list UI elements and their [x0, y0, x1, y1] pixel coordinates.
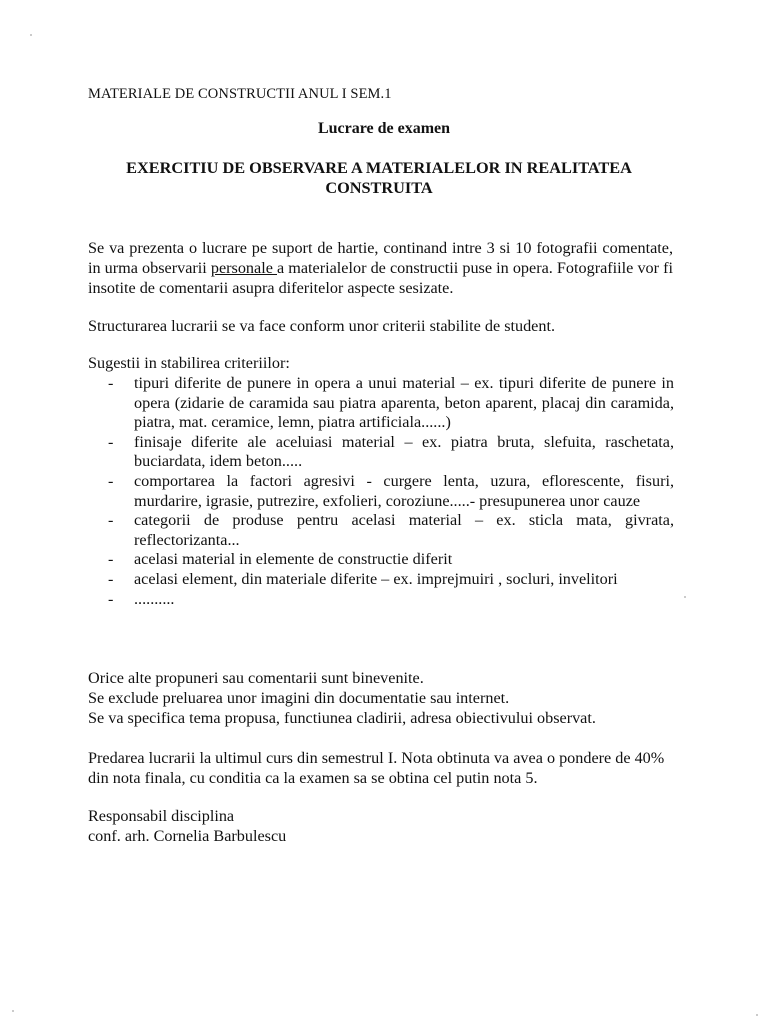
- list-dash: -: [108, 374, 114, 392]
- list-item: [108, 590, 674, 610]
- list-dash: -: [108, 511, 114, 530]
- intro-underlined-word: personale: [210, 259, 277, 277]
- closing-line-2: Se exclude preluarea unor imagini din documentatie sau internet.: [88, 689, 510, 707]
- list-item: [108, 570, 674, 590]
- list-dash: -: [108, 589, 114, 608]
- list-item-text: ..........: [134, 589, 175, 608]
- delivery-paragraph: Predarea lucrarii la ultimul curs din semestrul I. Nota obtinuta va avea o pondere de 40% din nota finala, cu conditia ca la examen sa se obtina cel putin nota 5.: [88, 749, 665, 787]
- intro-text-start: Se va prezenta o lucrare pe suport de hartie, continand intre 3 si 10 fotografii comentate, in urma observarii: [88, 239, 673, 277]
- list-dash: -: [108, 569, 114, 588]
- list-item: [108, 472, 674, 511]
- intro-text-end: a materialelor de constructii puse in opera. Fotografiile vor fi insotite de comentarii asupra diferitelor aspecte sesizate.: [88, 259, 674, 297]
- closing-notes: [88, 668, 673, 728]
- list-dash: -: [108, 471, 114, 490]
- scan-speck: [30, 34, 32, 36]
- main-title-line-1: EXERCITIU DE OBSERVARE A MATERIALELOR IN REALITATEA: [126, 158, 632, 177]
- list-item-text: tipuri diferite de punere in opera a unui material – ex. tipuri diferite de punere in opera (zidarie de caramida sau piatra aparenta, beton aparent, placaj din caramida, piatra, mat. ceramice, lemn, piatra artificiala......): [134, 374, 674, 432]
- suggestions-title: Sugestii in stabilirea criteriilor:: [88, 354, 290, 372]
- list-item-text: acelasi material in elemente de constructie diferit: [134, 550, 453, 569]
- list-item: [108, 374, 674, 433]
- course-heading: MATERIALE DE CONSTRUCTII ANUL I SEM.1: [88, 86, 392, 102]
- list-item-text: comportarea la factori agresivi - curgere lenta, uzura, eflorescente, fisuri, murdarire, igrasie, putrezire, exfolieri, coroziune.....- presupunerea unor cauze: [134, 471, 674, 510]
- closing-line-1: Orice alte propuneri sau comentarii sunt binevenite.: [88, 669, 424, 687]
- scan-speck: [756, 1014, 758, 1016]
- main-title-line-2: CONSTRUITA: [325, 178, 433, 197]
- signature-name: conf. arh. Cornelia Barbulescu: [88, 827, 287, 845]
- scan-speck: [684, 596, 686, 598]
- signature-role: Responsabil disciplina: [88, 807, 235, 825]
- exam-title: Lucrare de examen: [317, 120, 451, 137]
- closing-line-3: Se va specifica tema propusa, functiunea cladirii, adresa obiectivului observat.: [88, 709, 596, 727]
- list-item: [108, 433, 674, 472]
- intro-paragraph: [88, 238, 673, 298]
- main-title: [88, 158, 670, 198]
- list-item: [108, 550, 674, 570]
- list-item-text: finisaje diferite ale aceluiasi material – ex. piatra bruta, slefuita, raschetata, buciardata, idem beton.....: [134, 432, 674, 471]
- list-dash: -: [108, 550, 114, 569]
- scan-speck: [12, 1010, 14, 1012]
- criteria-list: [108, 374, 674, 609]
- list-item-text: acelasi element, din materiale diferite – ex. imprejmuiri , socluri, invelitori: [134, 569, 618, 588]
- signature-block: [88, 806, 673, 846]
- list-dash: -: [108, 432, 114, 451]
- list-item: [108, 511, 674, 550]
- list-item-text: categorii de produse pentru acelasi material – ex. sticla mata, givrata, reflectorizanta...: [134, 511, 674, 549]
- structure-paragraph: Structurarea lucrarii se va face conform unor criterii stabilite de student.: [88, 317, 555, 335]
